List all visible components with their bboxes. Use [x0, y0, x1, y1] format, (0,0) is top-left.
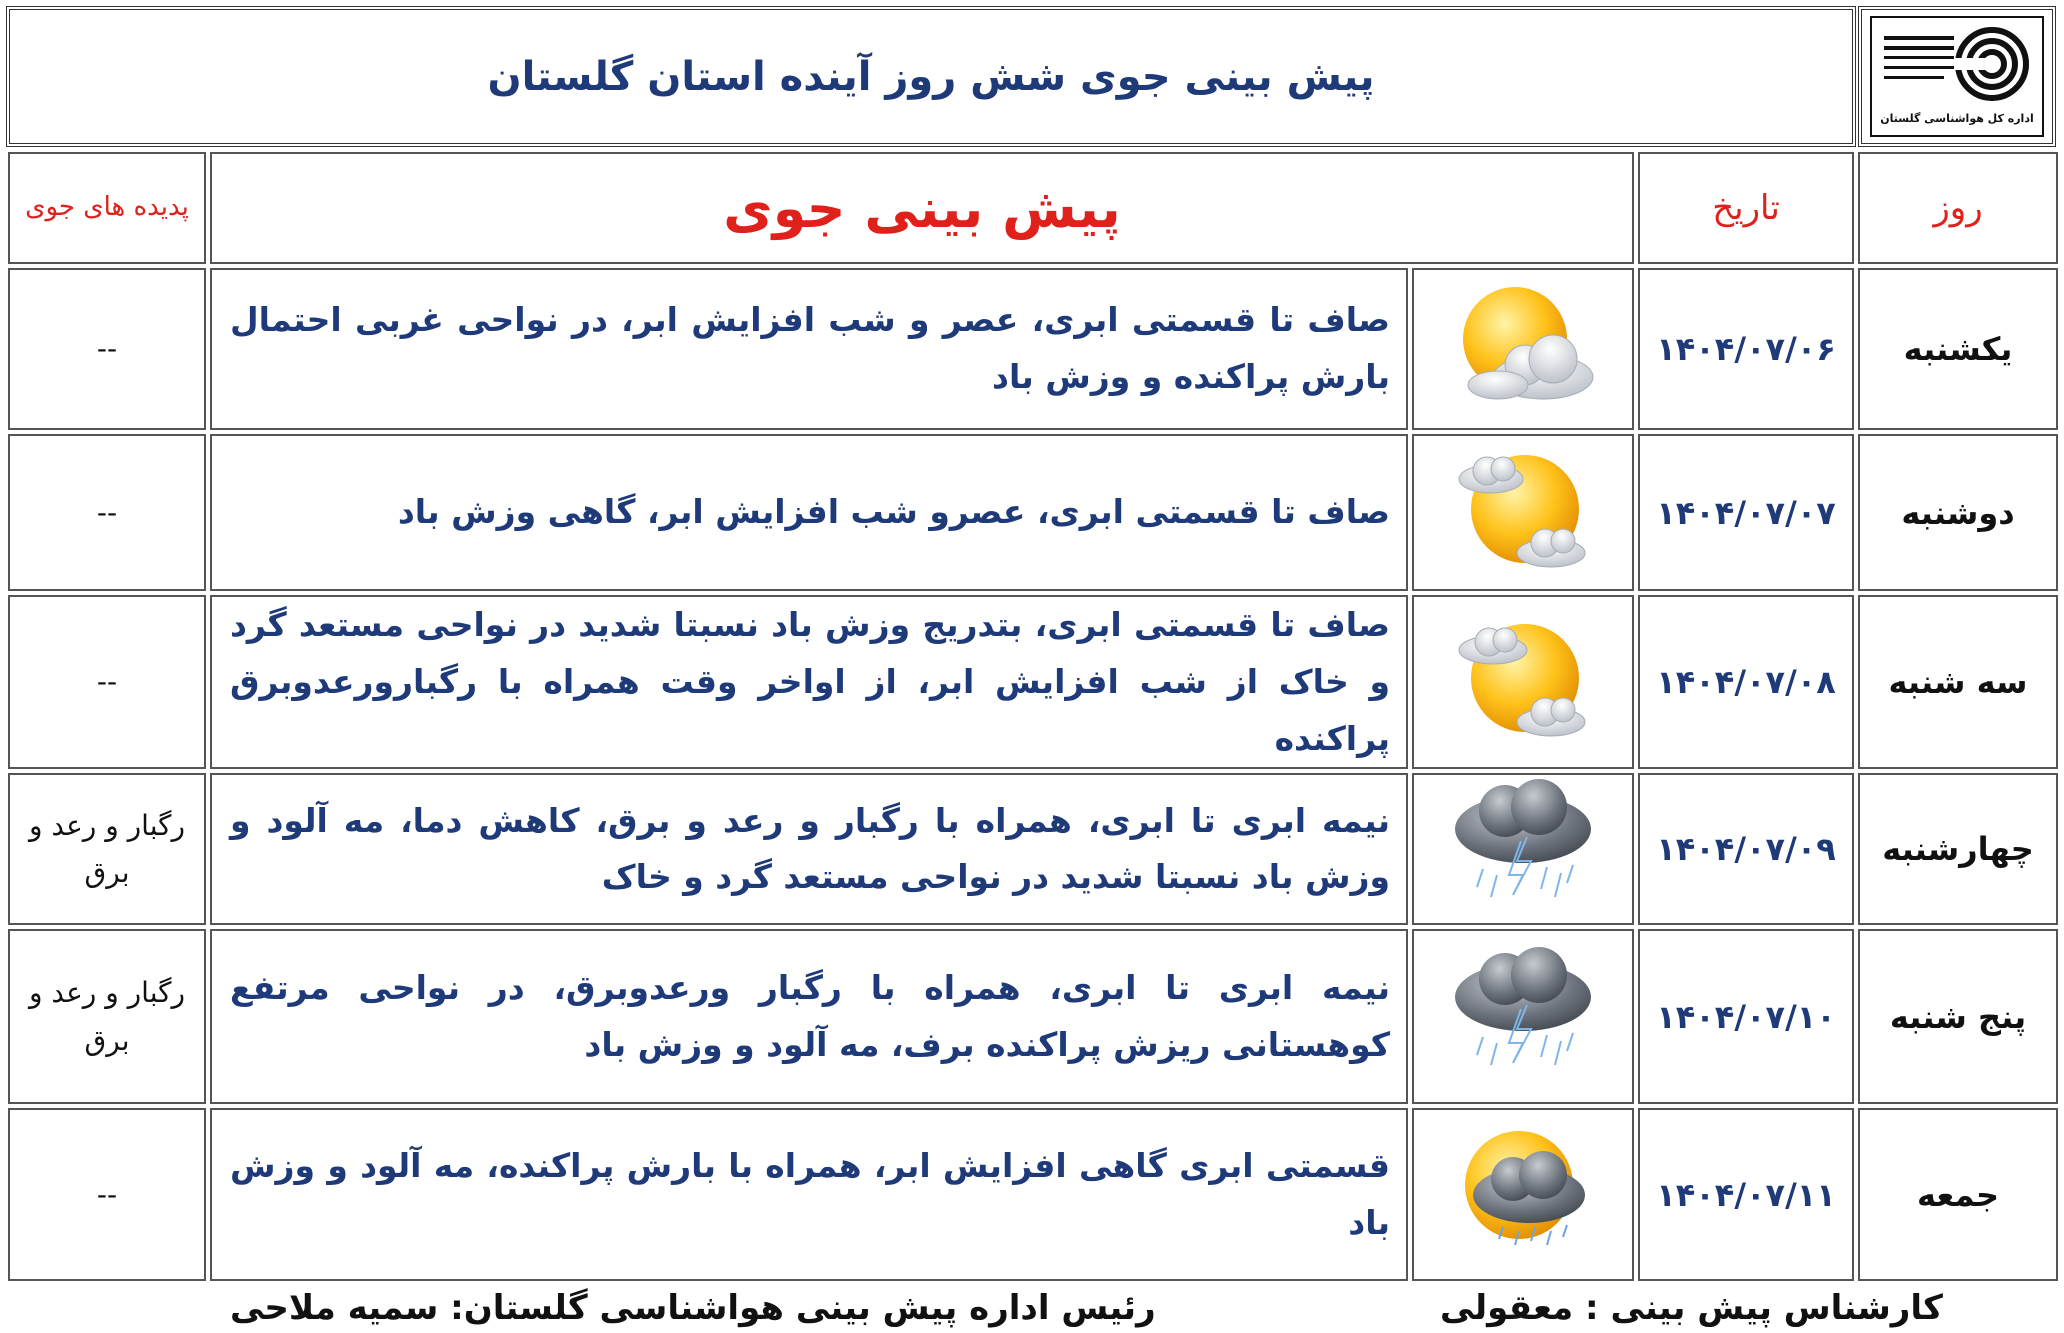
- table-row: [8, 434, 2058, 591]
- sun-clouds-icon: [1443, 441, 1603, 581]
- day-cell: چهارشنبه: [1858, 773, 2058, 925]
- date-cell: ۱۴۰۴/۰۷/۰۸: [1638, 595, 1854, 769]
- phenomena-cell: --: [8, 595, 206, 769]
- forecast-table: [4, 148, 2062, 1285]
- weather-icon-cell: [1412, 929, 1634, 1104]
- day-cell: دوشنبه: [1858, 434, 2058, 591]
- logo-box: [1858, 6, 2056, 147]
- sun-clouds-icon: [1443, 610, 1603, 750]
- thunderstorm-icon: [1443, 945, 1603, 1085]
- table-row: [8, 595, 2058, 769]
- weather-icon-cell: [1412, 773, 1634, 925]
- date-cell: ۱۴۰۴/۰۷/۰۶: [1638, 268, 1854, 430]
- column-header-date: تاریخ: [1638, 152, 1854, 264]
- forecast-text: صاف تا قسمتی ابری، بتدریج وزش باد نسبتا شدید در نواحی مستعد گرد و خاک از شب افزایش ابر، از اواخر وقت همراه با رگبارورعدوبرق پراکنده: [210, 595, 1408, 769]
- page-title: پیش بینی جوی شش روز آینده استان گلستان: [487, 53, 1375, 100]
- forecast-text: نیمه ابری تا ابری، همراه با رگبار و رعد و برق، کاهش دما، مه آلود و وزش باد نسبتا شدید در نواحی مستعد گرد و خاک: [210, 773, 1408, 925]
- phenomena-cell: --: [8, 434, 206, 591]
- footer-chief: رئیس اداره پیش بینی هواشناسی گلستان: سمیه ملاحی: [230, 1288, 1156, 1328]
- date-cell: ۱۴۰۴/۰۷/۰۷: [1638, 434, 1854, 591]
- day-cell: یکشنبه: [1858, 268, 2058, 430]
- logo-emblem-icon: [1872, 22, 2052, 117]
- date-cell: ۱۴۰۴/۰۷/۱۰: [1638, 929, 1854, 1104]
- phenomena-cell: رگبار و رعد و برق: [8, 773, 206, 925]
- footer-expert: کارشناس پیش بینی : معقولی: [1440, 1288, 1943, 1328]
- forecast-text: صاف تا قسمتی ابری، عصر و شب افزایش ابر، در نواحی غربی احتمال بارش پراکنده و وزش باد: [210, 268, 1408, 430]
- meteorological-organization-logo: [1870, 16, 2044, 137]
- day-cell: پنج شنبه: [1858, 929, 2058, 1104]
- column-header-forecast: پیش بینی جوی: [210, 152, 1634, 264]
- forecast-text: قسمتی ابری گاهی افزایش ابر، همراه با بارش پراکنده، مه آلود و وزش باد: [210, 1108, 1408, 1281]
- header-box: [6, 6, 1856, 147]
- table-row: [8, 1108, 2058, 1281]
- date-cell: ۱۴۰۴/۰۷/۱۱: [1638, 1108, 1854, 1281]
- date-cell: ۱۴۰۴/۰۷/۰۹: [1638, 773, 1854, 925]
- column-header-phenomena: پدیده های جوی: [8, 152, 206, 264]
- column-header-day: روز: [1858, 152, 2058, 264]
- forecast-text: صاف تا قسمتی ابری، عصرو شب افزایش ابر، گاهی وزش باد: [210, 434, 1408, 591]
- phenomena-cell: --: [8, 268, 206, 430]
- day-cell: سه شنبه: [1858, 595, 2058, 769]
- weather-icon-cell: [1412, 434, 1634, 591]
- phenomena-cell: --: [8, 1108, 206, 1281]
- weather-icon-cell: [1412, 268, 1634, 430]
- day-cell: جمعه: [1858, 1108, 2058, 1281]
- thunderstorm-icon: [1443, 777, 1603, 917]
- sun-rain-cloud-icon: [1443, 1123, 1603, 1263]
- phenomena-cell: رگبار و رعد و برق: [8, 929, 206, 1104]
- weather-icon-cell: [1412, 1108, 1634, 1281]
- logo-caption: اداره کل هواشناسی گلستان: [1880, 112, 2034, 125]
- table-header-row: [8, 152, 2058, 264]
- table-row: [8, 929, 2058, 1104]
- weather-icon-cell: [1412, 595, 1634, 769]
- table-row: [8, 268, 2058, 430]
- table-row: [8, 773, 2058, 925]
- forecast-text: نیمه ابری تا ابری، همراه با رگبار ورعدوبرق، در نواحی مرتفع کوهستانی ریزش پراکنده برف، مه آلود و وزش باد: [210, 929, 1408, 1104]
- partly-sunny-icon: [1443, 277, 1603, 417]
